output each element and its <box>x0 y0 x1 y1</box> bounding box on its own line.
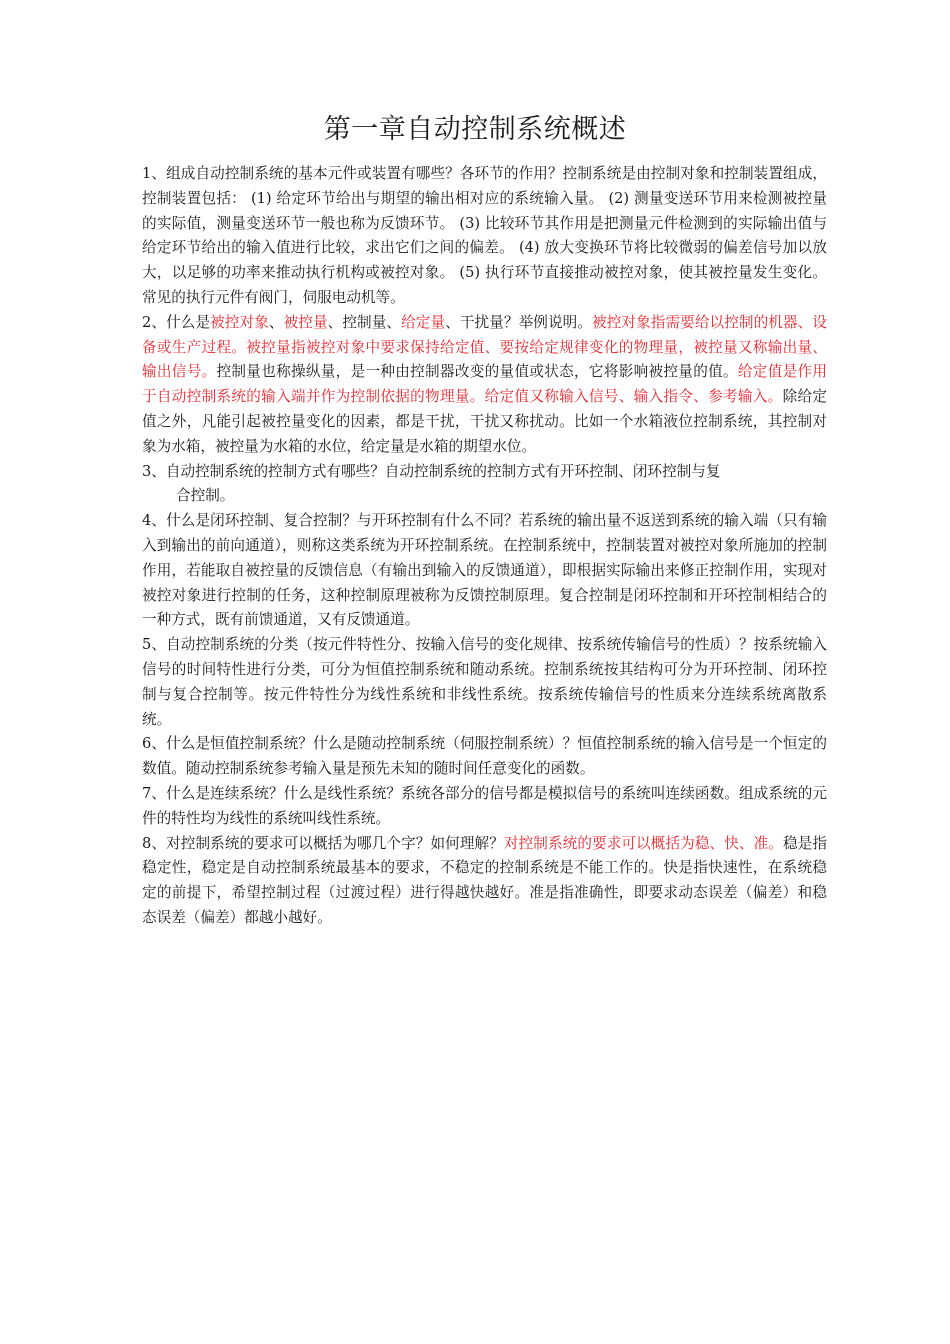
question-6: 6、什么是恒值控制系统？什么是随动控制系统（伺服控制系统）？恒值控制系统的输入信号是一个恒定的数值。随动控制系统参考输入量是预先未知的随时间任意变化的函数。 <box>142 735 827 778</box>
q2-text-1: 2、什么是 <box>142 313 211 331</box>
q3-line-2: 合控制。 <box>176 487 235 505</box>
question-3 <box>142 460 827 510</box>
q2-text-5: 控制量也称操纵量，是一种由控制器改变的量值或状态，它将影响被控量的值。 <box>216 363 738 381</box>
q2-text-2: 、 <box>268 313 284 331</box>
q2-highlight-2: 被控量 <box>283 313 328 331</box>
question-1: 1、组成自动控制系统的基本元件或装置有哪些？各环节的作用？控制系统是由控制对象和控制装置组成，控制装置包括： (1) 给定环节给出与期望的输出相对应的系统输入量。 (2) 测量变送环节用来检测被控量的实际值，测量变送环节一般也称为反馈环节。 (3) 比较环节其作用是把测量元件检测到的实际输出值与给定环节给出的输入值进行比较，求出它们之间的偏差。 (4) 放大变换环节将比较微弱的偏差信号加以放大，以足够的功率来推动执行机构或被控对象。 (5) 执行环节直接推动被控对象，使其被控量发生变化。常见的执行元件有阀门，伺服电动机等。 <box>142 165 827 306</box>
q2-text-3: 、控制量、 <box>327 313 402 331</box>
q2-highlight-3: 给定量 <box>401 313 446 331</box>
q2-text-6: 除给定值之外，凡能引起被控量变化的因素，都是干扰，干扰又称扰动。比如一个水箱液位控制系统，其控制对象为水箱，被控量为水箱的水位，给定量是水箱的期望水位。 <box>142 388 827 455</box>
q8-highlight-1: 对控制系统的要求可以概括为稳、快、准。 <box>503 834 783 852</box>
question-7: 7、什么是连续系统？什么是线性系统？系统各部分的信号都是模拟信号的系统叫连续函数。组成系统的元件的特性均为线性的系统叫线性系统。 <box>142 784 827 827</box>
q2-highlight-5: 给定值是作用于自动控制系统的输入端并作为控制依据的物理量。给定值又称输入信号、输入指令、参考输入。 <box>142 363 827 406</box>
document-body <box>142 162 827 931</box>
q2-highlight-4: 被控对象指需要给以控制的机器、设备或生产过程。被控量指被控对象中要求保持给定值、要按给定规律变化的物理量，被控量又称输出量、输出信号。 <box>142 313 827 381</box>
question-8 <box>142 832 827 931</box>
q8-text-1: 8、对控制系统的要求可以概括为哪几个字？如何理解？ <box>142 834 504 852</box>
question-2 <box>142 311 827 460</box>
q2-text-4: 、干扰量？举例说明。 <box>445 313 593 331</box>
chapter-title: 第一章自动控制系统概述 <box>323 114 627 145</box>
q8-text-2: 稳是指稳定性，稳定是自动控制系统最基本的要求，不稳定的控制系统是不能工作的。快是指快速性，在系统稳定的前提下，希望控制过程（过渡过程）进行得越快越好。准是指准确性，即要求动态误差（偏差）和稳态误差（偏差）都越小越好。 <box>142 834 827 926</box>
question-5: 5、自动控制系统的分类（按元件特性分、按输入信号的变化规律、按系统传输信号的性质）？按系统输入信号的时间特性进行分类，可分为恒值控制系统和随动系统。控制系统按其结构可分为开环控制、闭环控制与复合控制等。按元件特性分为线性系统和非线性系统。按系统传输信号的性质来分连续系统离散系统。 <box>142 636 827 728</box>
question-4: 4、什么是闭环控制、复合控制？与开环控制有什么不同？若系统的输出量不返送到系统的输入端（只有输入到输出的前向通道），则称这类系统为开环控制系统。在控制系统中，控制装置对被控对象所施加的控制作用，若能取自被控量的反馈信息（有输出到输入的反馈通道），即根据实际输出来修正控制作用，实现对被控对象进行控制的任务，这种控制原理被称为反馈控制原理。复合控制是闭环控制和开环控制相结合的一种方式，既有前馈通道，又有反馈通道。 <box>142 512 827 629</box>
q3-line-1: 3、自动控制系统的控制方式有哪些？自动控制系统的控制方式有开环控制、闭环控制与复 <box>142 462 721 480</box>
q2-highlight-1: 被控对象 <box>210 313 269 331</box>
